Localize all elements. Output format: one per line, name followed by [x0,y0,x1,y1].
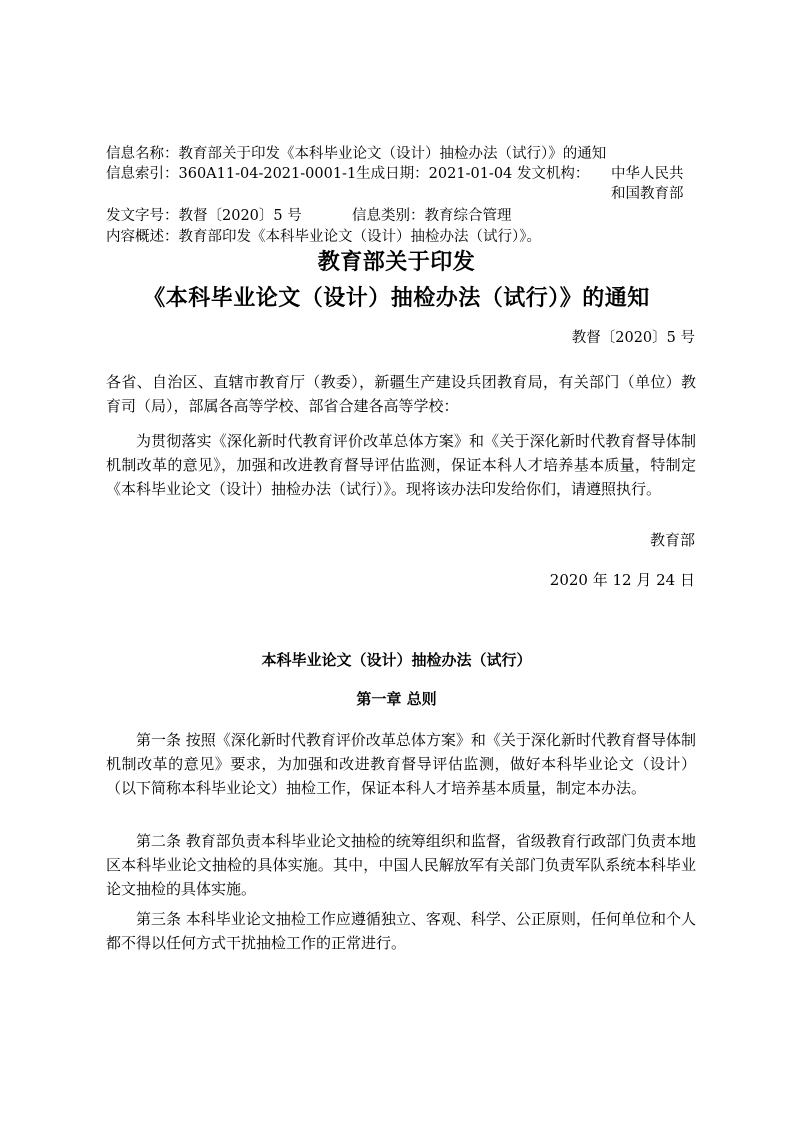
notice-addressee: 各省、自治区、直辖市教育厅（教委），新疆生产建设兵团教育局，有关部门（单位）教育司（局），部属各高等学校、部省合建各高等学校： [106,373,696,415]
info-index-line: 信息索引：360A11-04-2021-0001-1生成日期：2021-01-04 发文机构： [106,166,590,182]
info-docno-row [106,206,706,226]
notice-body: 为贯彻落实《深化新时代教育评价改革总体方案》和《关于深化新时代教育督导体制机制改革的意见》，加强和改进教育督导评估监测，保证本科人才培养基本质量，特制定《本科毕业论文（设计）抽检办法（试行）》。现将该办法印发给你们，请遵照执行。 [106,432,696,498]
info-name-line: 信息名称：教育部关于印发《本科毕业论文（设计）抽检办法（试行）》的通知 [106,146,607,162]
article-2: 第二条 教育部负责本科毕业论文抽检的统筹组织和监督，省级教育行政部门负责本地区本科毕业论文抽检的具体实施。其中，中国人民解放军有关部门负责军队系统本科毕业论文抽检的具体实施。 [106,832,696,898]
docno-line: 发文字号：教督〔2020〕5 号 [106,208,302,224]
notice-title-line1: 教育部关于印发 [317,250,476,275]
info-index-row [106,164,696,202]
notice-signer: 教育部 [649,531,695,549]
chapter-heading: 第一章 总则 [356,690,437,708]
summary-line: 内容概述：教育部印发《本科毕业论文（设计）抽检办法（试行）》。 [106,229,541,245]
article-1: 第一条 按照《深化新时代教育评价改革总体方案》和《关于深化新时代教育督导体制机制改革的意见》要求，为加强和改进教育督导评估监测，做好本科毕业论文（设计）（以下简称本科毕业论文）抽检工作，保证本科人才培养基本质量，制定本办法。 [106,731,696,797]
article-3: 第三条 本科毕业论文抽检工作应遵循独立、客观、科学、公正原则，任何单位和个人都不得以任何方式干扰抽检工作的正常进行。 [106,910,696,952]
category-line: 信息类别：教育综合管理 [352,208,512,224]
notice-date: 2020 年 12 月 24 日 [549,571,695,589]
issuer-value: 中华人民共和国教育部 [611,166,684,202]
notice-title-line2: 《本科毕业论文（设计）抽检办法（试行）》的通知 [143,286,650,311]
notice-doc-number: 教督〔2020〕5 号 [571,330,695,346]
measures-title: 本科毕业论文（设计）抽检办法（试行） [261,651,532,669]
